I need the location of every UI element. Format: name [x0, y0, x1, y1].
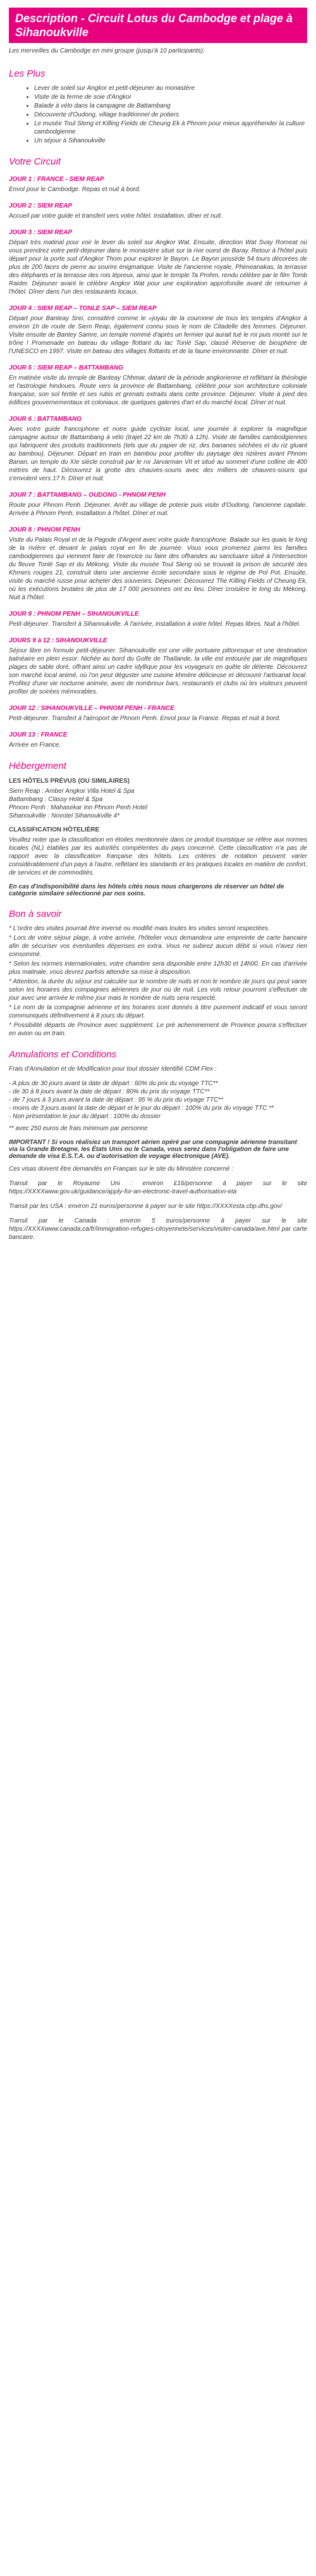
- note-paragraph: * Lors de votre séjour plage, à votre arrivée, l'hôtelier vous demandera une empreinte de carte bancaire afin de sécuriser vos éventuelles dépenses en extra. Vous ne subirez aucun débit si vous n'avez rien consommé.: [9, 935, 307, 958]
- note-paragraph: * Selon les normes internationales, votre chambre sera disponible entre 12h30 et 14h00. En cas d'arrivée plus matinale, vous devrez parfois attendre sa mise à disposition.: [9, 961, 307, 976]
- day-body: En matinée visite du temple de Banteay Chhmar, datant de la période angkorienne et reflétant la théologie et l'astrologie hindoues. Route vers la province de Battambang, célèbre pour son architecture coloniale française, son sol fertile et ses rubis et grenats extraits dans cette province. Déjeuner. Visite à pied des édifices gouvernementaux et coloniaux, de quelques galeries d'art et du marché local. Dîner et nuit.: [9, 375, 307, 406]
- day-body: Avec votre guide francophone et notre guide cycliste local, une journée à explorer la magnifique campagne autour de Battambang à vélo (trajet 22 km de 7h30 à 12h). Visite de familles cambodgiennes qui fabriquent des produits traditionnels (tels que du papier de riz, des bananes séchées et du riz gluant au bambou). Déjeuner. Départ en train en bambou pour profiter du paysage des rizières avant Phnom Banan, un temple du XIe siècle construit par le roi Jarvarman VII et situé au sommet d'une colline de 400 mètres de haut. Découvrez la grotte des chauves-souris avec des milliers de chauves-souris qui s'envolent vers 17 h. Dîner et nuit.: [9, 426, 307, 482]
- day-title: JOUR 5 : SIEM REAP – BATTAMBANG: [9, 364, 123, 371]
- note-paragraph: * Le nom de la compagnie aérienne et les horaires sont donnés à titre purement indicatif et vous seront communiqués définitivement à 8 jours du départ.: [9, 1004, 307, 1019]
- day-body: Départ très matinal pour voir le lever du soleil sur Angkor Wat. Ensuite, direction Wat Svay Romeat où vous prendrez votre petit-déjeuner dans le monastère situé sur la rive ouest de Baray. Retour à l'hôtel puis départ pour la porte sud d'Angkor Thom pour explorer le Bayon. Le Bayon possède 54 tours décorées de plus de 200 faces de pierre au sourire énigmatique. Visite de l'ancienne royale, Phimeanakas, la terrasse des éléphants et la terrasse des rois lépreux, ainsi que le temple Ta Prohm, rendu célèbre par le film Tomb Raider. Déjeuner avant le célèbre Angkor Wat pour une exploration approfondie avant de retourner à l'hôtel. Dîner dans l'un des restaurants locaux.: [9, 239, 307, 296]
- day-title: JOUR 6 : BATTAMBANG: [9, 416, 82, 423]
- note-paragraph: * Attention, la durée du séjour est calculée sur le nombre de nuits et non le nombre de jours qui peut varier selon les horaires des compagnies aériennes de jour ou de nuit. Les vols retour pourront s'effectuer de jour avec une arrivée le même jour mais le nombre de nuits sera respecté.: [9, 978, 307, 1002]
- day-title: JOURS 9 à 12 : SIHANOUKVILLE: [9, 637, 107, 644]
- day-title: JOUR 4 : SIEM REAP – TONLE SAP – SIEM REAP: [9, 305, 157, 312]
- visa-us: Transit par les USA : environ 21 euros/personne à payer sur le site https://XXXXesta.cbp.dhs.gov/: [9, 1203, 283, 1210]
- hotels-list: [9, 787, 307, 820]
- classification-heading: CLASSIFICATION HÔTELIÈRE: [9, 826, 100, 833]
- list-item: • Lever de soleil sur Angkor et petit-déjeuner au monastère: [34, 84, 307, 92]
- highlights-heading: Les Plus: [9, 68, 46, 79]
- day-body: Départ pour Banteay Srei, considéré comme le «joyau de la couronne de tous les temples d'Angkor à environ 1h de route de Siem Reap, également connu sous le nom de Citadelle des femmes. Déjeuner. Visite ensuite de Bantey Samre, un temple nommé d'après un fermier qui aurait tué le roi puis monté sur le trône ! Promenade en bateau du village flottant du lac Tonlé Sap, classé Réserve de biosphère de l'UNESCO en 1997. Visite en bateau des villages flottants et de la faune environnante. Dîner et nuit.: [9, 315, 307, 355]
- page-title: Description - Circuit Lotus du Cambodge et plage à Sihanoukville: [9, 8, 307, 43]
- day-body: Visite du Palais Royal et de la Pagode d'Argent avec votre guide francophone. Balade sur les quais le long de la rivière et devant le palais royal en fin de journée. Vous vous promenez parmi les familles cambodgiennes qui viennent faire de l'exercice ou faire des offrandes au sanctuaire situé à l'intersection du fleuve Tonlé Sap et du Mékong. Visite du musée Toul Sleng où se trouvait la prison de sécurité des Khmers rouges 21, construit dans une ancienne école secondaire sous le régime de Pol Pot. Ensuite, visite du marché russe pour acheter des souvenirs. Déjeuner. Découvrez The Killing Fields of Cheung Ek, où les exécutions brutales de plus de 17 000 personnes ont eu lieu. Dîner croisière le long du Mékong. Nuit à l'hôtel.: [9, 537, 307, 601]
- cancellation-item: - de 7 jours à 3 jours avant la date de départ : 95 % du prix du voyage TTC**: [9, 1097, 224, 1104]
- visa-ca: Transit par le Canada : environ 5 euros/personne à payer sur le site https://XXXXwww.canada.ca/fr/immigration-refugies-citoyennete/services/visiter-canada/ave.html par carte bancaire.: [9, 1217, 307, 1241]
- cancellation-heading: Annulations et Conditions: [9, 1049, 117, 1060]
- highlights-list: [9, 84, 307, 145]
- visa-intro: Ces visas doivent être demandés en Français sur le site du Ministère concerné :: [9, 1166, 234, 1173]
- fee-note: ** avec 250 euros de frais minimum par personne: [9, 1125, 148, 1132]
- day-body: Séjour libre en formule petit-déjeuner. Sihanoukville est une ville portuaire pittoresque et une destination balnéaire en plein essor. Nichée au bord du Golfe de Thaïlande, la ville est entourée par de magnifiques plages de sable doré, offrant ainsi un cadre idyllique pour les voyageurs en quête de détente. Découvrez son marché local animé, où l'on peut déguster une cuisine khmère délicieuse et découvrir l'artisanat local. Profitez d'une vie nocturne animée, avec de nombreux bars, restaurants et clubs où les visiteurs peuvent profiter de soirées mémorables.: [9, 647, 307, 695]
- cancellation-item: - Non présentation le jour du départ : 100% du dossier: [9, 1113, 161, 1120]
- list-item: • Découverte d'Oudong, village traditionnel de potiers: [34, 111, 307, 119]
- day-title: JOUR 2 : SIEM REAP: [9, 202, 73, 209]
- cancellation-item: - A plus de 30 jours avant la date de départ : 60% du prix du voyage TTC**: [9, 1080, 218, 1087]
- hotel-item: Battambang : Classy Hotel & Spa: [9, 796, 103, 803]
- important-note: IMPORTANT ! Si vous réalisiez un transport aérien opéré par une compagnie aérienne transitant via la Grande Bretagne, les États Unis ou le Canada, vous serez dans l'obligation de faire une demande de visa E.S.T.A. ou d'autorisation de voyage électronique (AVE).: [9, 1139, 297, 1160]
- note-paragraph: * Possibilité départs de Province avec supplément. Le pré acheminement de Province pourra s'effectuer en avion ou en train.: [9, 1022, 307, 1037]
- day-body: Envol pour le Cambodge. Repas et nuit à bord.: [9, 186, 141, 193]
- day-body: Accueil par votre guide et transfert vers votre hôtel. Installation, dîner et nuit.: [9, 213, 222, 220]
- day-body: Petit-déjeuner. Transfert à l'aéroport de Phnom Penh. Envol pour la France. Repas et nuit à bord.: [9, 715, 281, 722]
- day-title: JOUR 9 : PHNOM PENH – SIHANOUKVILLE: [9, 611, 139, 618]
- hotel-item: Siem Reap : Amber Angkor Villa Hotel & Spa: [9, 788, 135, 795]
- hotel-item: Phnom Penh : Mahasekar Inn Phnom Penh Hotel: [9, 804, 148, 811]
- day-title: JOUR 8 : PHNOM PENH: [9, 526, 80, 533]
- cancellation-list: [9, 1080, 307, 1121]
- cancellation-item: - moins de 3 jours avant la date de départ et le jour du départ : 100% du prix du voyage TTC **: [9, 1105, 274, 1112]
- list-item: • Visite de la ferme de soie d'Angkor: [34, 93, 307, 101]
- day-title: JOUR 13 : FRANCE: [9, 731, 68, 738]
- accommodation-heading: Hébergement: [9, 761, 66, 771]
- classification-text: Veuillez noter que la classification en étoiles mentionnée dans ce produit touristique se réfère aux normes locales (NL) établies par les autorités compétentes du pays concerné. Cette classification n'a pas de rapport avec la classification française des hôtels. Les critères de notation peuvent varier considérablement d'un pays à l'autre, reflétant les standards et les pratiques locales en matière de confort, de services et de commodités.: [9, 837, 307, 876]
- day-title: JOUR 7 : BATTAMBANG – OUDONG - PHNOM PENH: [9, 492, 166, 499]
- list-item: • Le musée Toul Steng et Killing Fields de Cheung Ek à Phnom pour mieux appréhender la culture cambodgienne: [34, 120, 307, 136]
- visa-uk: Transit par le Royaume Uni : environ £16/personne à payer sur le site https://XXXXwww.gov.uk/guidance/apply-for-an-electronic-travel-authorisation-eta: [9, 1180, 307, 1195]
- cancellation-intro: Frais d'Annulation et de Modification pour tout dossier Identifié CDM Flex :: [9, 1066, 217, 1073]
- intro-text: Les merveilles du Cambodge en mini groupe (jusqu'à 10 participants).: [9, 47, 205, 54]
- good-to-know-heading: Bon à savoir: [9, 909, 62, 919]
- day-title: JOUR 3 : SIEM REAP: [9, 229, 73, 236]
- page: [0, 0, 316, 1263]
- day-body: Arrivée en France.: [9, 742, 61, 749]
- hotel-item: Sihanoukville : Novotel Sihanoukville 4*: [9, 812, 120, 819]
- day-title: JOUR 1 : FRANCE - SIEM REAP: [9, 176, 104, 183]
- cancellation-item: - de 30 à 8 jours avant la date de départ : 80% du prix du voyage TTC**: [9, 1088, 210, 1095]
- note-paragraph: * L'ordre des visites pourrait être inversé ou modifié mais toutes les visites seront respectées.: [9, 925, 270, 932]
- day-title: JOUR 12 : SIHANOUKVILLE – PHNOM PENH - FRANCE: [9, 705, 174, 712]
- classification-note: En cas d'indisponibilité dans les hôtels cités nous nous chargerons de réserver un hôtel de catégorie similaire sélectionné par nos soins.: [9, 883, 284, 897]
- day-body: Route pour Phnom Penh. Déjeuner. Arrêt au village de poterie puis visite d'Oudong, l'ancienne capitale. Arrivée à Phnom Penh, installation à l'hôtel. Dîner et nuit.: [9, 502, 307, 517]
- list-item: • Un séjour à Sihanoukville: [34, 137, 307, 145]
- itinerary-heading: Votre Circuit: [9, 156, 61, 167]
- list-item: • Balade à vélo dans la campagne de Battambang: [34, 102, 307, 110]
- day-body: Petit-déjeuner. Transfert à Sihanoukville. À l'arrivée, installation à votre hôtel. Repas libres. Nuit à l'hôtel.: [9, 621, 301, 628]
- hotels-subhead: LES HÔTELS PRÉVUS (OU SIMILAIRES): [9, 778, 130, 785]
